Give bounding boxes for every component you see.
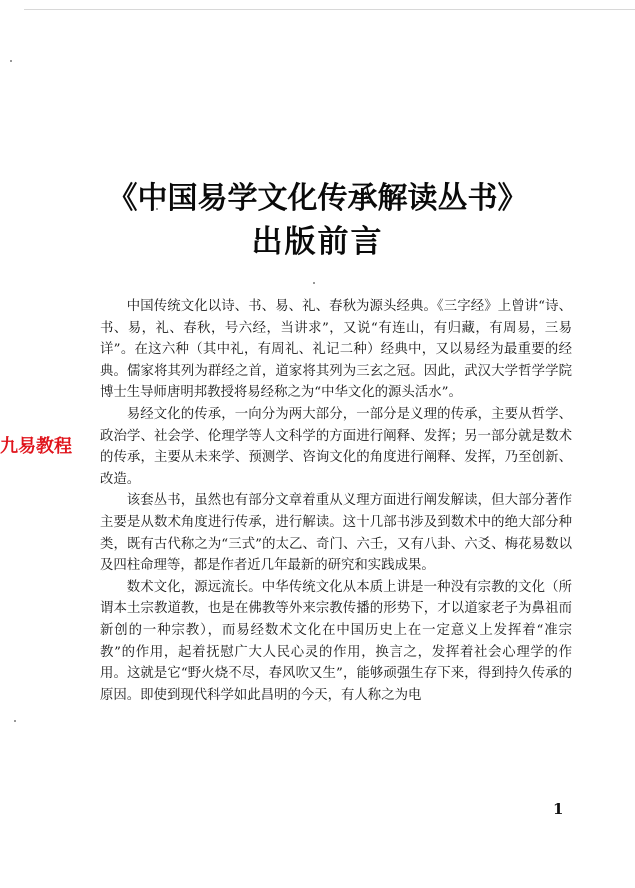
scan-speck [313,282,315,284]
scan-edge-line [24,9,635,10]
scan-speck [10,60,12,62]
paragraph: 易经文化的传承，一向分为两大部分，一部分是义理的传承，主要从哲学、政治学、社会学、伦理学等人文科学的方面进行阐释、发挥；另一部分就是数术的传承，主要从未来学、预测学、咨询文化的角度进行阐释、发挥，乃至创新、改造。 [100,406,572,487]
preface-heading: 出版前言 [251,224,384,260]
watermark-label: 九易教程 [0,436,72,457]
paragraph: 中国传统文化以诗、书、易、礼、春秋为源头经典。《三字经》上曾讲“诗、书、易，礼、春秋，号六经，当讲求”，又说“有连山，有归藏，有周易，三易详”。在这六种（其中礼，有周礼、礼记二种）经典中，又以易经为最重要的经典。儒家将其列为群经之首，道家将其列为三玄之冠。因此，武汉大学哲学学院博士生导师唐明邦教授将易经称之为“中华文化的源头活水”。 [100,299,572,401]
preface-body [100,296,572,706]
page-number: 1 [553,800,564,818]
paragraph: 数术文化，源远流长。中华传统文化从本质上讲是一种没有宗教的文化（所谓本土宗教道教，也是在佛教等外来宗教传播的形势下，才以道家老子为鼻祖而新创的一种宗教），而易经数术文化在中国历史上在一定意义上发挥着“准宗教”的作用，起着抚慰广大人民心灵的作用，换言之，发挥着社会心理学的作用。这就是它“野火烧不尽，春风吹又生”，能够顽强生存下来，得到持久传承的原因。即使到现代科学如此昌明的今天，有人称之为电 [100,579,572,703]
book-series-title: 《中国易学文化传承解读丛书》 [107,181,528,216]
paragraph: 该套丛书，虽然也有部分文章着重从义理方面进行阐发解读，但大部分著作主要是从数术角度进行传承，进行解读。这十几部书涉及到数术中的绝大部分种类，既有古代称之为“三式”的太乙、奇门、六壬，又有八卦、六爻、梅花易数以及四柱命理等，都是作者近几年最新的研究和实践成果。 [100,493,572,574]
scan-speck [14,720,16,722]
